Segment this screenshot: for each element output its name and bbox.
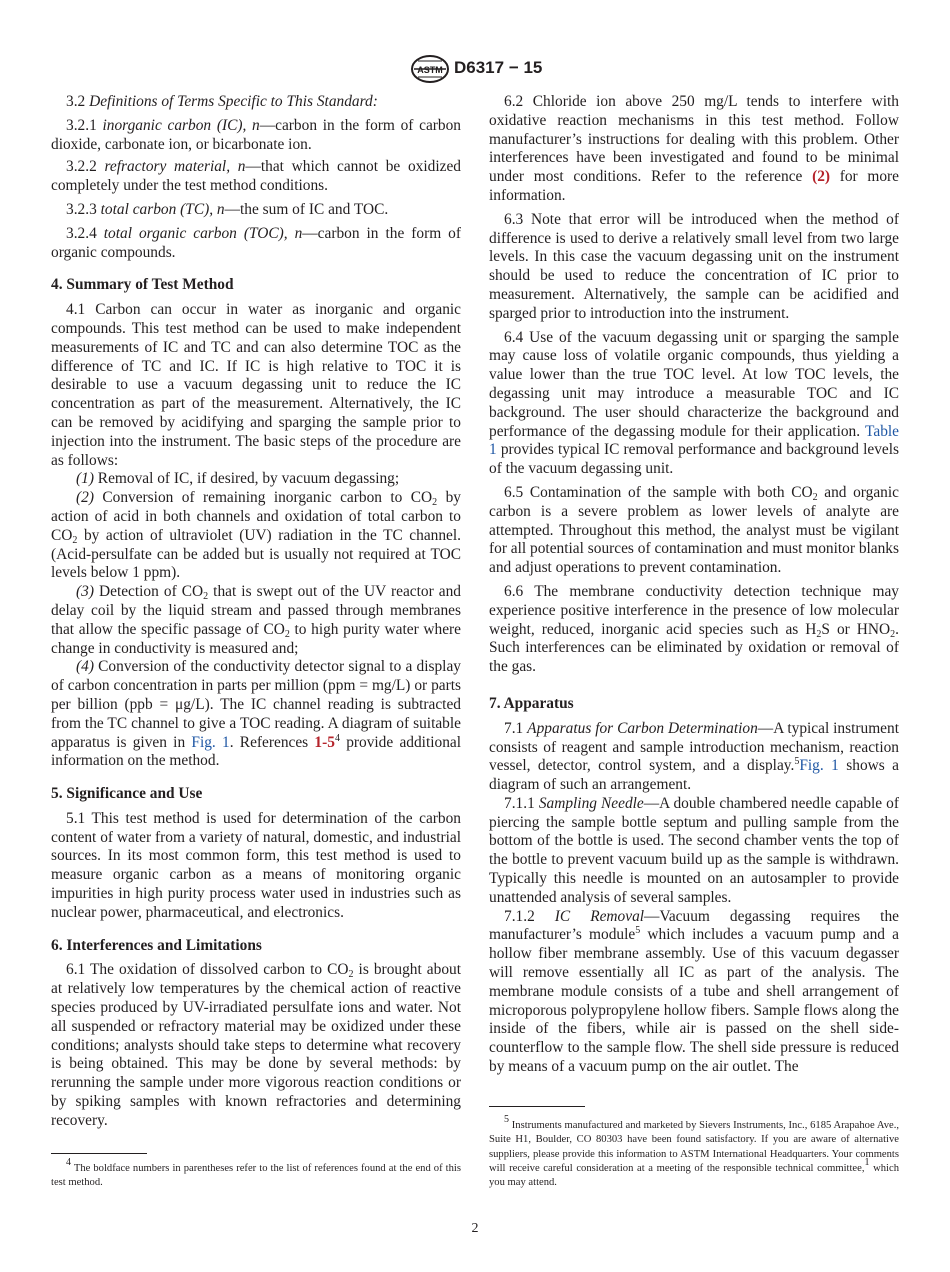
astm-logo-icon	[410, 55, 450, 83]
section-6-1: 6.1 The oxidation of dissolved carbon to $CO_2$ is brought about at relatively low temperatures by the chemical action of reactive species produced by UV-irradiated persulfate ions and water. Not all suspended or refractory material may be oxidized under these conditions; analysts should take steps to determine what recovery is being obtained. This may be done by several methods: by rerunning the sample under more vigorous reaction conditions or by spiking samples with known refractories and determining recovery.	[51, 961, 461, 1129]
section-7-1-2: 7.1.2 IC Removal—Vacuum degassing requires the manufacturer’s module$^5$ which includes a vacuum pump and a hollow fiber membrane assembly. Use of this vacuum degasser will remove essentially all IC as part of the analysis. The membrane module consists of a tube and shell arrangement of microporous polypropylene hollow fibers. Sample flows along the inside of the fibers, while air is passed on the shell side-counterflow to the sample flow. The shell side pressure is reduced by means of a vacuum pump on the air outlet. The	[489, 907, 899, 1076]
section-6-2: 6.2 Chloride ion above 250 mg/L tends to interfere with oxidative reaction mechanisms in this test method. Follow manufacturer’s instructions for dealing with this problem. Other interferences have been investigated and found to be minimal under most conditions. Refer to the reference (2) for more information.	[489, 93, 899, 204]
page-header	[0, 55, 950, 85]
references-link[interactable]: 1-5	[314, 733, 335, 751]
heading-section-5: 5. Significance and Use	[51, 785, 203, 803]
fig-1-link-2[interactable]: Fig. 1	[799, 757, 839, 775]
document-designation: D6317 − 15	[454, 58, 543, 77]
heading-section-7: 7. Apparatus	[489, 694, 574, 712]
footnote-rule-left	[51, 1153, 147, 1154]
table-1-link[interactable]: Table 1	[489, 422, 899, 459]
heading-section-6: 6. Interferences and Limitations	[51, 936, 262, 954]
footnote-5: $^5$ Instruments manufactured and marketed by Sievers Instruments, Inc., 6185 Arapahoe Ave., Suite H1, Boulder, CO 80303 have been found satisfactory. If you are aware of alternative suppliers, please provide this information to ASTM International Headquarters. Your comments will receive careful consideration at a meeting of the responsible technical committee,$^1$ which you may attend.	[489, 1114, 899, 1189]
fig-1-link[interactable]: Fig. 1	[191, 733, 230, 751]
section-4-1: 4.1 Carbon can occur in water as inorganic and organic compounds. This test method can be used to make independent measurements of IC and TC and can also determine TOC as the difference of TC and IC. If IC is high relative to TOC it is desirable to use a vacuum degassing unit to reduce the IC concentration as part of the measurement. Alternatively, the IC can be removed by acidifying and sparging the sample prior to injection into the instrument. The basic steps of the procedure are as follows:	[51, 301, 461, 469]
section-5-1: 5.1 This test method is used for determination of the carbon content of water from a variety of natural, domestic, and industrial sources. In its most common form, this test method is used to measure organic carbon as a means of monitoring organic impurities in high purity process water used in industries such as nuclear power, pharmaceutical, and electronics.	[51, 809, 461, 921]
right-column	[489, 93, 899, 1077]
heading-section-4: 4. Summary of Test Method	[51, 276, 234, 294]
step-3: (3) Detection of $CO_2$ that is swept out of the UV reactor and delay coil by the liquid stream and passed through membranes that allow the specific passage of $CO_2$ to high purity water where change in conductivity is measured and;	[51, 583, 461, 657]
section-3-2-2: 3.2.2 refractory material, n—that which cannot be oxidized completely under the test method conditions.	[51, 158, 461, 195]
logo-text: ASTM	[417, 65, 443, 75]
section-6-3: 6.3 Note that error will be introduced when the method of difference is used to derive a relatively small level from two large levels. In this case the vacuum degassing unit on the instrument should be used to reduce the concentration of IC prior to measurement. Alternatively, the sample can be acidified and sparged prior to introduction into the instrument.	[489, 210, 899, 322]
page-number: 2	[471, 1221, 479, 1236]
section-3-2-1: 3.2.1 inorganic carbon (IC), n—carbon in the form of carbon dioxide, carbonate ion, or bicarbonate ion.	[51, 116, 462, 153]
section-3-2-4: 3.2.4 total organic carbon (TOC), n—carbon in the form of organic compounds.	[51, 224, 461, 261]
section-3-2-3: 3.2.3 total carbon (TC), n—the sum of IC and TOC.	[66, 200, 389, 218]
footnote-4: $^4$ The boldface numbers in parentheses refer to the list of references found at the end of this test method.	[51, 1157, 461, 1189]
footnote-rule-right	[489, 1106, 585, 1107]
step-4: (4) Conversion of the conductivity detector signal to a display of carbon concentration in parts per million (ppm = mg/L) or parts per billion (ppb = μg/L). The IC channel reading is subtracted from the TC channel to give a TOC reading. A diagram of suitable apparatus is given in Fig. 1. References $1-5^4$ provide additional information on the method.	[51, 658, 462, 770]
section-6-5: 6.5 Contamination of the sample with both $CO_2$ and organic carbon is a severe problem as lower levels of analyte are attempted. Throughout this method, the analyst must be vigilant for all potential sources of contamination and must monitor blanks and adjust operations to prevent contamination.	[489, 483, 899, 577]
section-7-1-1: 7.1.1 Sampling Needle—A double chambered needle capable of piercing the sample bottle septum and pulling sample from the bottom of the bottle is used. The second chamber vents the top of the bottle to prevent vacuum build up as the sample is withdrawn. Typically this needle is mounted on an autosampler to provide unattended analysis of several samples.	[489, 794, 899, 906]
step-1: (1) Removal of IC, if desired, by vacuum degassing;	[76, 470, 400, 488]
step-2: (2) Conversion of remaining inorganic carbon to $CO_2$ by action of acid in both channels and oxidation of total carbon to $CO_2$ by action of ultraviolet (UV) radiation in the TC channel. (Acid-persulfate can be added but is usually not required at TOC levels below 1 ppm).	[51, 489, 461, 582]
section-7-1: 7.1 Apparatus for Carbon Determination—A typical instrument consists of reagent and sample introduction mechanism, reaction vessel, detector, control system, and a display.$^5$Fig. 1 shows a diagram of such an arrangement.	[489, 719, 900, 794]
section-6-6: 6.6 The membrane conductivity detection technique may experience positive interference in the presence of low molecular weight, reduced, inorganic acid species such as $H_2S$ or $HNO_2$. Such interferences can be eliminated by oxidation or removal of the gas.	[489, 582, 900, 676]
section-6-4: 6.4 Use of the vacuum degassing unit or sparging the sample may cause loss of volatile organic compounds, thus yielding a value lower than the true TOC level. At low TOC levels, the degassing unit may introduce a measurable TOC and IC background. The user should characterize the background and performance of the degassing module for their application. Table 1 provides typical IC removal performance and background levels of the vacuum degassing unit.	[489, 328, 899, 478]
reference-2-link[interactable]: (2)	[812, 168, 831, 186]
left-column	[51, 93, 461, 1136]
section-3-2: 3.2 Definitions of Terms Specific to This Standard:	[66, 93, 378, 110]
